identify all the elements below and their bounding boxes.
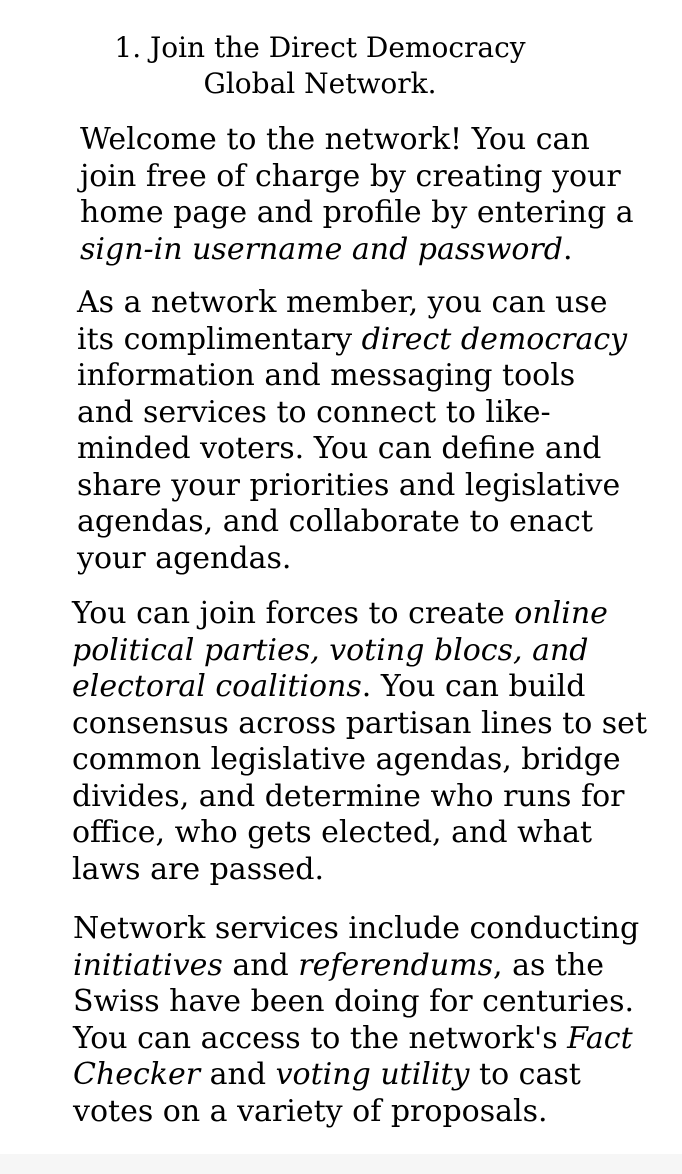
emphasis-text: electoral coalitions: [72, 669, 362, 704]
text-fragment: You can access to the network's: [73, 1020, 568, 1056]
text-line: home page and profile by entering a: [80, 195, 634, 230]
heading-line: Global Network.: [203, 67, 437, 100]
emphasis-text: direct democracy: [361, 321, 628, 357]
text-fragment: to cast: [469, 1057, 581, 1092]
text-fragment: and: [222, 947, 299, 983]
text-line: [73, 1021, 639, 1058]
text-line: consensus across partisan lines to set: [72, 705, 647, 741]
emphasis-text: voting utility: [275, 1057, 470, 1092]
text-line: and services to connect to like-: [77, 394, 551, 430]
text-fragment: its complimentary: [77, 321, 362, 357]
text-line: [73, 1057, 639, 1094]
text-line: share your priorities and legislative: [77, 467, 621, 503]
text-line: your agendas.: [77, 540, 292, 576]
emphasis-text: sign-in username and password: [80, 231, 563, 267]
text-line: minded voters. You can define and: [77, 431, 602, 466]
emphasis-text: initiatives: [73, 947, 223, 983]
text-fragment: .: [562, 231, 573, 267]
paragraph-member-tools: [77, 285, 627, 577]
text-line: [80, 232, 634, 269]
emphasis-text: Fact: [567, 1020, 633, 1056]
text-line: common legislative agendas, bridge: [72, 742, 621, 777]
paragraph-welcome: [80, 122, 634, 268]
heading-line: 1. Join the Direct Democracy: [114, 31, 526, 64]
text-fragment: , as the: [493, 947, 605, 983]
text-line: [72, 669, 647, 706]
emphasis-text: Checker: [73, 1057, 201, 1092]
text-line: Swiss have been doing for centuries.: [73, 984, 635, 1019]
text-line: office, who gets elected, and what: [72, 815, 593, 850]
text-line: [73, 948, 639, 985]
text-line: Network services include conducting: [73, 911, 640, 946]
bottom-strip: [0, 1154, 682, 1174]
text-fragment: You can join forces to create: [72, 596, 515, 631]
text-line: join free of charge by creating your: [80, 158, 621, 194]
text-line: Welcome to the network! You can: [80, 122, 590, 157]
text-line: divides, and determine who runs for: [72, 778, 625, 814]
text-fragment: . You can build: [361, 669, 586, 704]
emphasis-text: referendums: [298, 947, 494, 983]
text-line: information and messaging tools: [77, 358, 576, 393]
paragraph-join-forces: [72, 596, 647, 888]
text-line: As a network member, you can use: [77, 285, 608, 320]
paragraph-network-services: [73, 911, 639, 1130]
emphasis-text: political parties, voting blocs, and: [72, 632, 589, 668]
text-line: laws are passed.: [72, 851, 324, 887]
text-line: votes on a variety of proposals.: [73, 1093, 548, 1129]
text-line: [72, 596, 647, 633]
text-line: [77, 322, 627, 359]
text-fragment: and: [200, 1057, 276, 1092]
text-line: agendas, and collaborate to enact: [77, 504, 593, 539]
section-heading: [100, 30, 540, 102]
text-line: [72, 633, 647, 670]
emphasis-text: online: [514, 596, 608, 631]
